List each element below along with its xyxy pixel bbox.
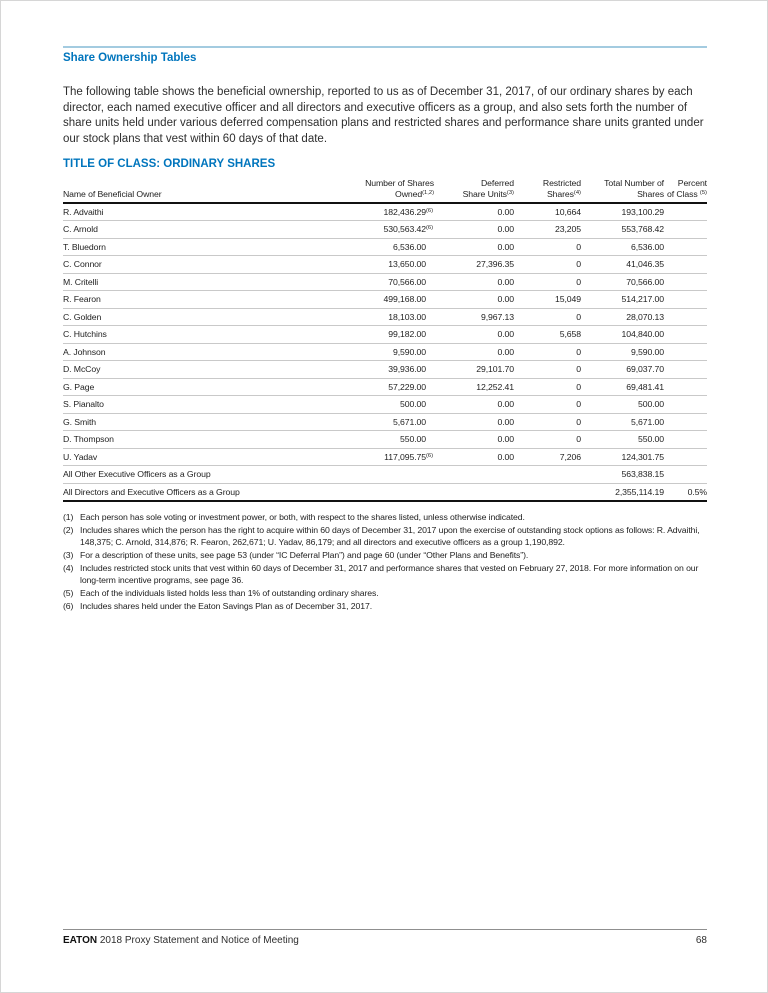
- table-row: [63, 413, 707, 431]
- section-title: TITLE OF CLASS: ORDINARY SHARES: [63, 158, 276, 170]
- owner-name-cell: C. Arnold: [63, 224, 98, 235]
- percent-class-cell: [664, 256, 707, 274]
- owner-name-cell: D. McCoy: [63, 364, 101, 375]
- footnote: [63, 588, 707, 600]
- deferred-units-cell: 0.00: [497, 399, 514, 410]
- table-row: [63, 361, 707, 379]
- owner-name-cell: R. Advaithi: [63, 207, 104, 217]
- total-shares-cell: 70,566.00: [626, 276, 664, 287]
- footnote-text: For a description of these units, see page 53 (under “IC Deferral Plan”) and page 60 (under “Other Plans and Benefits”).: [80, 549, 529, 560]
- deferred-units-cell: 0.00: [497, 294, 514, 305]
- total-shares-cell: 5,671.00: [630, 416, 664, 427]
- footnote: [63, 525, 707, 548]
- column-header: Total Number of Shares: [604, 178, 664, 199]
- total-shares-cell: 2,355,114.19: [615, 486, 664, 497]
- table-row: [63, 221, 707, 239]
- restricted-shares-cell: 0: [576, 276, 581, 287]
- percent-class-cell: [664, 343, 707, 361]
- footnote-number: (6): [63, 601, 74, 612]
- owner-name-cell: A. Johnson: [63, 346, 106, 357]
- owner-name-cell: R. Fearon: [63, 294, 101, 305]
- shares-owned-cell: 499,168.00: [383, 294, 426, 305]
- page-title: Share Ownership Tables: [63, 52, 197, 64]
- footnote: [63, 601, 707, 613]
- shares-owned-cell: 70,566.00: [388, 276, 426, 287]
- percent-class-cell: [664, 308, 707, 326]
- owner-name-cell: M. Critelli: [63, 276, 99, 287]
- shares-owned-cell: 39,936.00: [388, 364, 426, 375]
- percent-class-cell: [664, 361, 707, 379]
- deferred-units-cell: [434, 483, 514, 501]
- restricted-shares-cell: 0: [576, 241, 581, 252]
- shares-owned-cell: 182,436.29$^{(6)}$: [383, 207, 434, 217]
- table-row: [63, 378, 707, 396]
- restricted-shares-cell: 0: [576, 364, 581, 375]
- footer-left: [63, 935, 299, 946]
- total-shares-cell: 514,217.00: [621, 294, 664, 305]
- table-row: [63, 396, 707, 414]
- table-row: [63, 238, 707, 256]
- table-row: [63, 308, 707, 326]
- percent-class-cell: [664, 396, 707, 414]
- deferred-units-cell: 0.00: [497, 207, 514, 217]
- shares-owned-cell: 13,650.00: [388, 259, 426, 270]
- shares-owned-cell: 9,590.00: [392, 346, 426, 357]
- percent-class-cell: [664, 466, 707, 484]
- shares-owned-cell: [303, 483, 434, 501]
- shares-owned-cell: 117,095.75$^{(6)}$: [384, 451, 434, 462]
- column-header: Deferred Share Units$^{(3)}$: [462, 178, 514, 199]
- footnote-number: (2): [63, 525, 74, 536]
- total-shares-cell: 28,070.13: [626, 311, 664, 322]
- total-shares-cell: 563,838.15: [621, 469, 664, 480]
- intro-paragraph: The following table shows the beneficial ownership, reported to us as of December 31, 2017, of our ordinary shares by each director, each named executive officer and all directors and executive officers as a group, and also sets forth the number of share units held under various deferred compensation plans and restricted shares and performance share units granted under our stock plans that vest within 60 days of that date.: [63, 86, 704, 145]
- deferred-units-cell: 0.00: [497, 451, 514, 462]
- owner-name-cell: All Directors and Executive Officers as a Group: [63, 486, 240, 497]
- owner-name-cell: C. Golden: [63, 311, 102, 322]
- restricted-shares-cell: 10,664: [555, 207, 581, 217]
- table-row: [63, 291, 707, 309]
- percent-class-cell: [664, 413, 707, 431]
- percent-class-cell: [664, 378, 707, 396]
- column-header: Restricted Shares$^{(4)}$: [542, 178, 581, 199]
- top-rule: [63, 46, 707, 48]
- total-shares-cell: 124,301.75: [621, 451, 664, 462]
- footnote-text: Includes shares held under the Eaton Savings Plan as of December 31, 2017.: [80, 601, 373, 612]
- restricted-shares-cell: 0: [576, 399, 581, 410]
- page-number: 68: [695, 935, 707, 946]
- restricted-shares-cell: 0: [576, 416, 581, 427]
- restricted-shares-cell: 0: [576, 259, 581, 270]
- owner-name-cell: G. Smith: [63, 416, 96, 427]
- deferred-units-cell: 0.00: [497, 241, 514, 252]
- restricted-shares-cell: 0: [576, 311, 581, 322]
- page-footer: [63, 935, 707, 946]
- owner-name-cell: C. Connor: [63, 259, 102, 270]
- deferred-units-cell: 0.00: [497, 329, 514, 340]
- shares-owned-cell: 6,536.00: [392, 241, 426, 252]
- deferred-units-cell: 29,101.70: [476, 364, 514, 375]
- table-row: [63, 483, 707, 501]
- shares-owned-cell: 57,229.00: [388, 381, 426, 392]
- total-shares-cell: 193,100.29: [621, 207, 664, 217]
- shares-owned-cell: 550.00: [400, 434, 426, 445]
- table-row: [63, 256, 707, 274]
- column-header: Percent of Class $^{(5)}$: [667, 178, 707, 199]
- table-row: [63, 448, 707, 466]
- owner-name-cell: D. Thompson: [63, 434, 114, 445]
- column-header: Name of Beneficial Owner: [63, 189, 162, 199]
- restricted-shares-cell: 0: [576, 381, 581, 392]
- shares-owned-cell: 5,671.00: [392, 416, 426, 427]
- deferred-units-cell: 0.00: [497, 346, 514, 357]
- restricted-shares-cell: 15,049: [555, 294, 581, 305]
- total-shares-cell: 104,840.00: [621, 329, 664, 340]
- shares-owned-cell: [303, 466, 434, 484]
- deferred-units-cell: [434, 466, 514, 484]
- percent-class-cell: [664, 431, 707, 449]
- deferred-units-cell: 0.00: [497, 276, 514, 287]
- restricted-shares-cell: 0: [576, 434, 581, 445]
- footnote-number: (5): [63, 587, 74, 598]
- restricted-shares-cell: 5,658: [559, 329, 581, 340]
- footnote-number: (1): [63, 512, 74, 522]
- restricted-shares-cell: 23,205: [555, 224, 581, 235]
- percent-class-cell: [664, 326, 707, 344]
- shares-owned-cell: 18,103.00: [388, 311, 426, 322]
- percent-class-cell: [664, 448, 707, 466]
- owner-name-cell: T. Bluedorn: [63, 241, 106, 252]
- footnote-number: (4): [63, 563, 74, 574]
- table-row: [63, 326, 707, 344]
- deferred-units-cell: 27,396.35: [476, 259, 514, 270]
- table-row: [63, 466, 707, 484]
- total-shares-cell: 550.00: [638, 434, 664, 445]
- footer-rule: [63, 929, 707, 930]
- footnote: [63, 512, 707, 524]
- footnote-text: Includes shares which the person has the right to acquire within 60 days of December 31, 2017 upon the exercise of outstanding stock options as follows: R. Advaithi, 148,375; C. Arnold, 314,876; R. Fearon, 262,671; U. Yadav, 86,179; and all directors and executive officers as a group 1,190,892.: [80, 525, 700, 547]
- footer-title: 2018 Proxy Statement and Notice of Meeting: [99, 935, 299, 946]
- footnote-text: Each person has sole voting or investment power, or both, with respect to the shares listed, unless otherwise indicated.: [80, 512, 525, 522]
- table-row: [63, 273, 707, 291]
- restricted-shares-cell: 0: [576, 346, 581, 357]
- table-row: [63, 431, 707, 449]
- total-shares-cell: 553,768.42: [621, 224, 664, 235]
- shares-owned-cell: 530,563.42$^{(6)}$: [383, 224, 434, 235]
- column-header: Number of Shares Owned$^{(1,2)}$: [365, 178, 434, 199]
- ownership-table: [63, 178, 707, 502]
- percent-class-cell: [664, 238, 707, 256]
- footnote-text: Includes restricted stock units that vest within 60 days of December 31, 2017 and performance shares that vested on February 27, 2018. For more information on our long-term incentive programs, see page 36.: [80, 563, 699, 585]
- shares-owned-cell: 500.00: [400, 399, 426, 410]
- footnote-text: Each of the individuals listed holds less than 1% of outstanding ordinary shares.: [80, 587, 379, 598]
- percent-class-cell: [664, 291, 707, 309]
- table-row: [63, 203, 707, 221]
- restricted-shares-cell: [514, 483, 581, 501]
- deferred-units-cell: 12,252.41: [476, 381, 514, 392]
- total-shares-cell: 6,536.00: [630, 241, 664, 252]
- table-row: [63, 343, 707, 361]
- owner-name-cell: S. Pianalto: [63, 399, 104, 410]
- owner-name-cell: C. Hutchins: [63, 329, 107, 340]
- shares-owned-cell: 99,182.00: [388, 329, 426, 340]
- table-header-row: [63, 178, 707, 203]
- table-body: [63, 203, 707, 501]
- deferred-units-cell: 0.00: [497, 224, 514, 235]
- footer-brand: EATON: [63, 935, 98, 946]
- owner-name-cell: U. Yadav: [63, 451, 98, 462]
- owner-name-cell: All Other Executive Officers as a Group: [63, 469, 211, 480]
- total-shares-cell: 500.00: [638, 399, 664, 410]
- ownership-table-wrap: [63, 178, 707, 502]
- restricted-shares-cell: 7,206: [559, 451, 581, 462]
- footnotes-section: [63, 512, 707, 614]
- footnote: [63, 550, 707, 562]
- total-shares-cell: 69,481.41: [626, 381, 664, 392]
- deferred-units-cell: 9,967.13: [480, 311, 514, 322]
- footnote-number: (3): [63, 549, 74, 560]
- footnote: [63, 563, 707, 586]
- deferred-units-cell: 0.00: [497, 434, 514, 445]
- percent-class-cell: 0.5%: [687, 486, 707, 497]
- total-shares-cell: 9,590.00: [630, 346, 664, 357]
- percent-class-cell: [664, 221, 707, 239]
- owner-name-cell: G. Page: [63, 381, 95, 392]
- percent-class-cell: [664, 273, 707, 291]
- total-shares-cell: 41,046.35: [626, 259, 664, 270]
- percent-class-cell: [664, 203, 707, 221]
- deferred-units-cell: 0.00: [497, 416, 514, 427]
- total-shares-cell: 69,037.70: [626, 364, 664, 375]
- restricted-shares-cell: [514, 466, 581, 484]
